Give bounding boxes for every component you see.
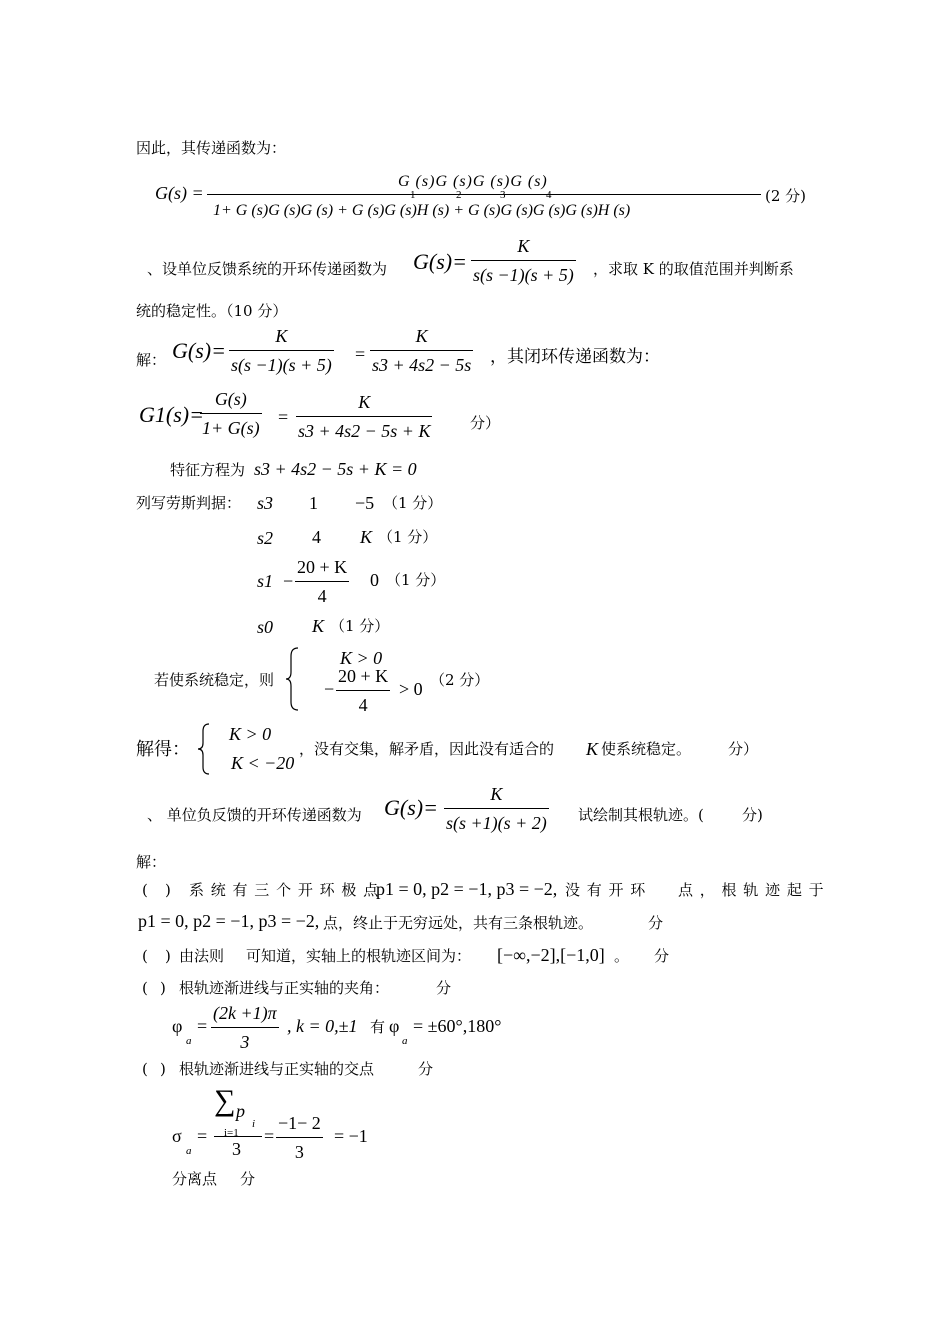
eq-sign: = [264,1126,275,1146]
score-fen: 分 [648,914,664,932]
sigma-limit: i=1 [224,1127,239,1139]
phi-sub: a [402,1035,408,1047]
p4-text: 根轨迹渐进线与正实轴的交点 [179,1060,375,1078]
score-fen: 分 [240,1170,256,1188]
p2-interval: [−∞,−2],[−1,0] [497,945,605,965]
routh-score: （1 分） [383,494,443,512]
routh-row-label: s2 [257,528,274,548]
p1-text: 系 统 有 三 个 开 环 极 点 [189,881,380,899]
res-score: 分） [728,740,759,758]
p1-poles: p1 = 0, p2 = −1, p3 = −2, [376,879,558,899]
routh-label: 列写劳斯判据： [136,494,242,512]
p3-text: 根轨迹渐进线与正实轴的夹角： [179,979,390,997]
cond1: K > 0 [340,648,383,668]
sol2-frac2-num: K [415,326,428,346]
char-label: 特征方程为 [170,461,246,479]
res-k: K [586,739,599,759]
sigma-mid-fraction [276,1113,323,1162]
phi-den: 3 [211,1027,279,1053]
cond-score: （2 分） [430,671,490,689]
eq1-fraction-bar [207,194,761,195]
q2-den: s(s −1)(s + 5) [471,260,576,286]
sub: 2 [456,189,462,201]
cond2-fraction [336,666,390,715]
sol2-frac3-den: 1+ G(s) [200,413,262,439]
sol3-label: 解： [136,853,167,871]
minus-sign: − [283,571,294,591]
sol2-tail: ，其闭环传递函数为： [490,347,660,367]
routh-cell: 0 [370,570,379,590]
routh-cell: K [312,616,325,636]
left-brace-icon [285,646,301,712]
p2-text: 由法则 [179,947,225,965]
item-close: ) [160,979,166,997]
routh-score: （1 分） [378,528,438,546]
intro-text: 因此，其传递函数为： [136,139,287,157]
phi-have: 有 [370,1018,386,1036]
cond2-den: 4 [336,690,390,716]
sol2-frac2 [370,326,473,375]
sol2-gs: G(s)= [172,338,226,363]
sum-symbol: ∑ [214,1084,236,1117]
sol2-g1: G1(s)= [139,402,204,427]
routh-row-label: s0 [257,617,274,637]
phi-fraction [211,1003,279,1052]
score-fen: 分 [418,1060,434,1078]
p1-tail2: 点 ， 根 轨 迹 起 于 [678,881,825,899]
sigma-mid-num: −1− 2 [278,1113,321,1133]
eq1-numerator: G (s)G (s)G (s)G (s) [398,173,548,190]
sigma-fraction-bar [214,1136,262,1137]
sigma-result: = −1 [334,1126,368,1146]
sigma-sub: a [186,1145,192,1157]
sub: 1 [410,189,416,201]
routh-row-label: s3 [257,493,274,513]
phi-sub: a [186,1035,192,1047]
q2-line2: 统的稳定性。（10 分） [136,302,288,320]
p1-poles2: p1 = 0, p2 = −1, p3 = −2, [138,911,320,931]
p2-text2: 可知道，实轴上的根轨迹区间为： [246,947,472,965]
sol2-frac4 [296,392,432,441]
cond2-tail: > 0 [399,679,423,699]
sol2-label: 解： [136,351,167,369]
sub: 3 [500,189,506,201]
eq1-denominator: 1+ G (s)G (s)G (s) + G (s)G (s)H (s) + G (s)G (s)G (s)G (s)H (s) [213,202,631,219]
routh-row-label: s1 [257,571,274,591]
item-close: ) [160,1060,166,1078]
sol2-score: 分） [470,414,501,432]
score-fen: 分 [436,979,452,997]
routh-s1-fraction [295,557,349,606]
sigma-mid-den: 3 [276,1137,323,1163]
p1-tail: 没 有 开 环 [565,881,647,899]
sol2-frac4-den: s3 + 4s2 − 5s + K [296,416,432,442]
q2-fraction [471,236,576,285]
sol2-eq: = [355,344,366,364]
item-open: ( [142,947,148,965]
q2-num: K [517,236,530,256]
q3-prefix: 、 单位负反馈的开环传递函数为 [147,806,362,824]
phi-symbol: φ [172,1016,183,1036]
q2-gs: G(s)= [413,249,467,274]
char-eq: s3 + 4s2 − 5s + K = 0 [254,459,417,479]
routh-s1-num: 20 + K [297,557,348,577]
routh-score: （1 分） [386,571,446,589]
q3-den: s(s +1)(s + 2) [444,808,549,834]
eq1-lhs: G(s) = [155,183,204,203]
q2-prefix: 、设单位反馈系统的开环传递函数为 [147,260,388,278]
sigma-p: p [236,1101,245,1121]
stable-label: 若使系统稳定，则 [154,671,275,689]
sigma-symbol: σ [172,1126,182,1146]
eq-sign: = [197,1016,208,1036]
routh-cell: K [360,527,373,547]
item-close: ) [165,881,171,899]
routh-cell: −5 [355,493,375,513]
sigma-i: i [252,1118,256,1130]
q3-score: 分) [742,806,763,824]
minus-sign: − [324,679,335,699]
score-fen: 分 [654,947,670,965]
q3-fraction [444,784,549,833]
sep-point: 分离点 [172,1170,218,1188]
res1: K > 0 [229,724,272,744]
res2: K < −20 [231,753,295,773]
cond2-num: 20 + K [338,666,389,686]
q2-suffix: ，求取 K 的取值范围并判断系 [593,260,794,278]
p2-end: 。 [614,947,630,965]
q3-num: K [490,784,503,804]
sol2-frac3 [200,389,262,438]
res-end: 使系统稳定。 [601,740,692,758]
item-open: ( [142,1060,148,1078]
item-close: ) [165,947,171,965]
item-open: ( [142,881,148,899]
phi-symbol: φ [389,1016,400,1036]
left-brace-icon [197,722,211,776]
eq-sign: = [197,1126,208,1146]
phi-tail: , k = 0,±1 [287,1016,358,1036]
sol2-frac4-num: K [358,392,371,412]
phi-result: = ±60°,180° [413,1016,502,1036]
p1-line2: 点，终止于无穷远处，共有三条根轨迹。 [323,914,594,932]
sol2-frac1-den: s(s −1)(s + 5) [229,350,334,376]
sol2-frac2-den: s3 + 4s2 − 5s [370,350,473,376]
result-label: 解得： [136,739,190,760]
item-open: ( [142,979,148,997]
q3-suffix: 试绘制其根轨迹。( [578,806,704,824]
sigma-den: 3 [232,1139,241,1159]
routh-cell: 4 [312,527,321,547]
sol2-frac1 [229,326,334,375]
sol2-eq2: = [278,407,289,427]
q3-gs: G(s)= [384,795,438,820]
routh-s1-den: 4 [295,581,349,607]
res-tail: ，没有交集，解矛盾，因此没有适合的 [299,740,555,758]
eq1-score: (2 分) [765,187,807,205]
sol2-frac1-num: K [275,326,288,346]
sub: 4 [546,189,552,201]
phi-num: (2k +1)π [213,1003,277,1023]
sol2-frac3-num: G(s) [214,389,247,409]
routh-cell: 1 [309,493,318,513]
routh-score: （1 分） [330,617,390,635]
